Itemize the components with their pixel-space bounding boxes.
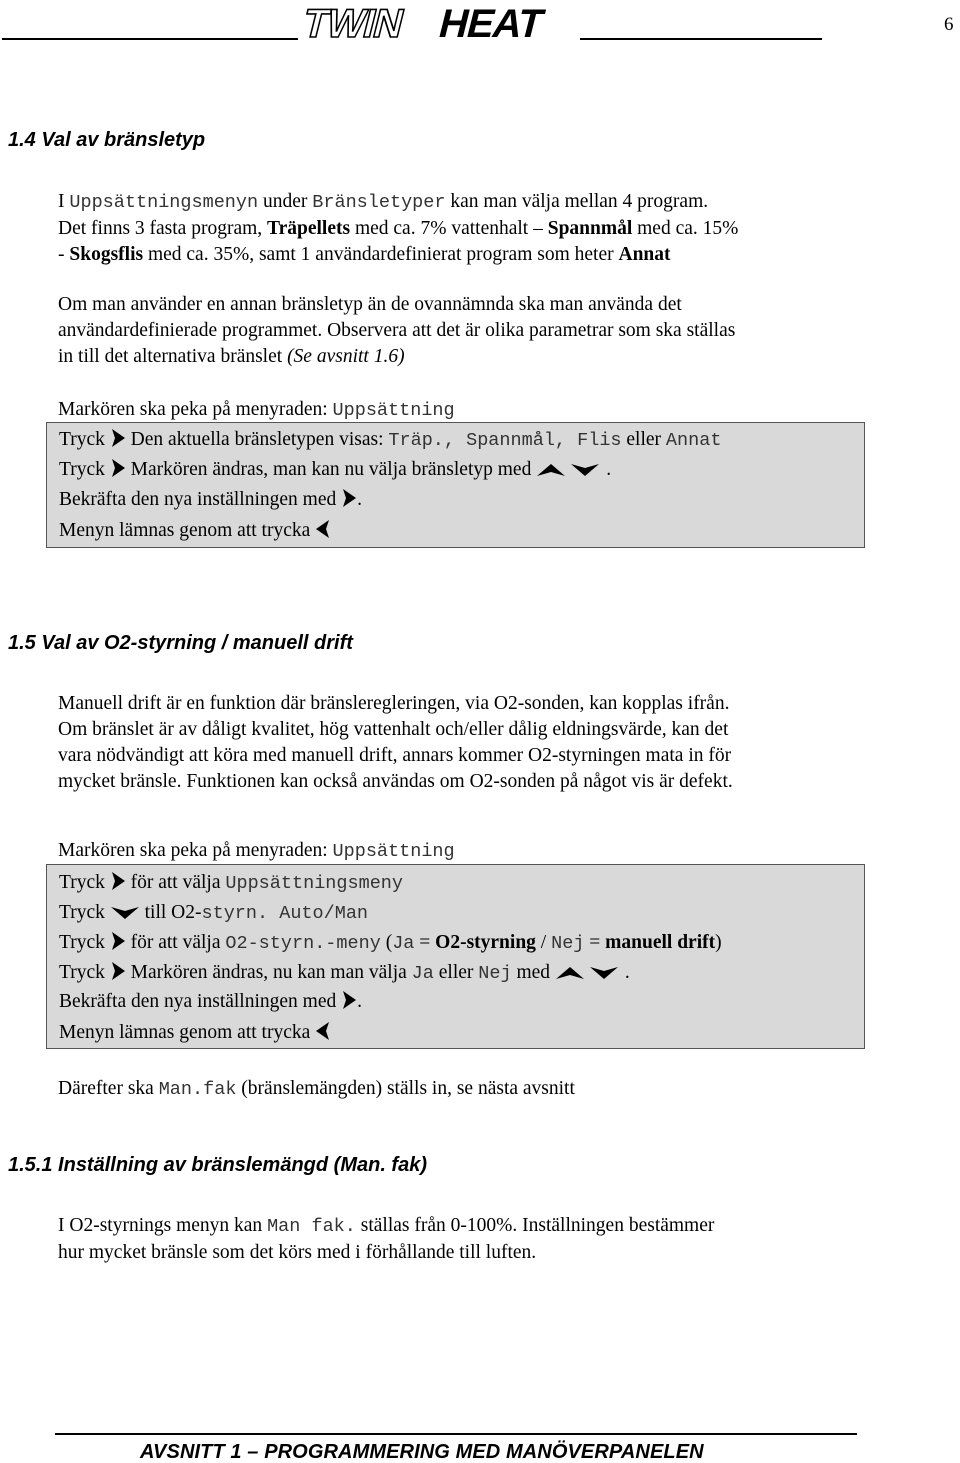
- arrow-down-icon: [110, 905, 140, 921]
- arrow-right-icon: [110, 871, 126, 891]
- box1-row-2: Tryck Markören ändras, man kan nu välja bränsletyp med .: [59, 459, 612, 480]
- box2-row-1: Tryck för att välja Uppsättningsmeny: [59, 872, 404, 894]
- section-1-5-cursor-line: Markören ska peka på menyraden: Uppsättning: [58, 840, 455, 862]
- arrow-right-icon: [341, 990, 357, 1010]
- arrow-down-icon: [570, 462, 600, 478]
- arrow-up-icon: [555, 965, 585, 981]
- arrow-right-icon: [110, 458, 126, 478]
- arrow-left-icon: [315, 519, 331, 539]
- box2-row-3: Tryck för att välja O2-styrn.-meny (Ja = O2-styrning / Nej = manuell drift): [59, 932, 722, 954]
- section-1-4-cursor-line: Markören ska peka på menyraden: Uppsättning: [58, 399, 455, 421]
- arrow-down-icon: [589, 965, 619, 981]
- footer-rule: [55, 1433, 857, 1435]
- box2-row-6: Menyn lämnas genom att trycka: [59, 1020, 331, 1046]
- box1-row-3: Bekräfta den nya inställningen med .: [59, 489, 362, 510]
- twinheat-logo: [298, 0, 580, 42]
- section-1-4-paragraph-1: I Uppsättningsmenyn under Bränsletyper kan man välja mellan 4 program. Det finns 3 fasta program, Träpellets med ca. 7% vattenhalt – Spannmål med ca. 15% - Skogsflis med ca. 35%, samt 1 användardefinierat program som heter Annat: [58, 191, 739, 265]
- box2-row-4: Tryck Markören ändras, nu kan man välja Ja eller Nej med .: [59, 962, 630, 984]
- arrow-up-icon: [536, 462, 566, 478]
- arrow-right-icon: [110, 428, 126, 448]
- section-1-5-paragraph: Manuell drift är en funktion där bränsleregleringen, via O2-sonden, kan kopplas ifrån. Om bränslet är av dåligt kvalitet, hög vattenhalt och/eller dålig eldningsvärde, kan det vara nödvändigt att köra med manuell drift, annars kommer O2-styrningen mata in för mycket bränsle. Funktionen kan också användas om O2-sonden på något vis är defekt.: [58, 693, 733, 792]
- section-1-5-after-line: Därefter ska Man.fak (bränslemängden) ställs in, se nästa avsnitt: [58, 1078, 575, 1100]
- arrow-right-icon: [110, 931, 126, 951]
- box2-row-2: Tryck till O2-styrn. Auto/Man: [59, 902, 369, 924]
- box1-row-1: Tryck Den aktuella bränsletypen visas: Träp., Spannmål, Flis eller Annat: [59, 429, 722, 451]
- page-number: 6: [944, 14, 954, 35]
- arrow-right-icon: [341, 488, 357, 508]
- header-rule-left: [2, 38, 298, 40]
- logo-text-right: HEAT: [434, 0, 548, 42]
- header-rule-right: [580, 38, 822, 40]
- section-1-5-instruction-box: [46, 864, 865, 1049]
- section-1-4-paragraph-2: Om man använder en annan bränsletyp än de ovannämnda ska man använda det användardefinierade programmet. Observera att det är olika parametrar som ska ställas in till det alternativa bränslet (Se avsnitt 1.6): [58, 294, 736, 367]
- section-1-4-title: 1.4 Val av bränsletyp: [8, 129, 206, 151]
- arrow-left-icon: [315, 1021, 331, 1041]
- arrow-right-icon: [110, 961, 126, 981]
- footer-text: AVSNITT 1 – PROGRAMMERING MED MANÖVERPANELEN: [140, 1441, 704, 1463]
- box1-row-4: Menyn lämnas genom att trycka: [59, 518, 331, 544]
- logo-text-left: TWIN: [298, 0, 409, 42]
- section-1-5-1-paragraph: I O2-styrnings menyn kan Man fak. ställas från 0-100%. Inställningen bestämmer hur mycket bränsle som det körs med i förhållande till luften.: [58, 1215, 715, 1263]
- section-1-5-title: 1.5 Val av O2-styrning / manuell drift: [8, 632, 353, 654]
- section-1-4-instruction-box: [46, 422, 865, 548]
- box2-row-5: Bekräfta den nya inställningen med .: [59, 991, 362, 1012]
- section-1-5-1-title: 1.5.1 Inställning av bränslemängd (Man. fak): [8, 1154, 427, 1176]
